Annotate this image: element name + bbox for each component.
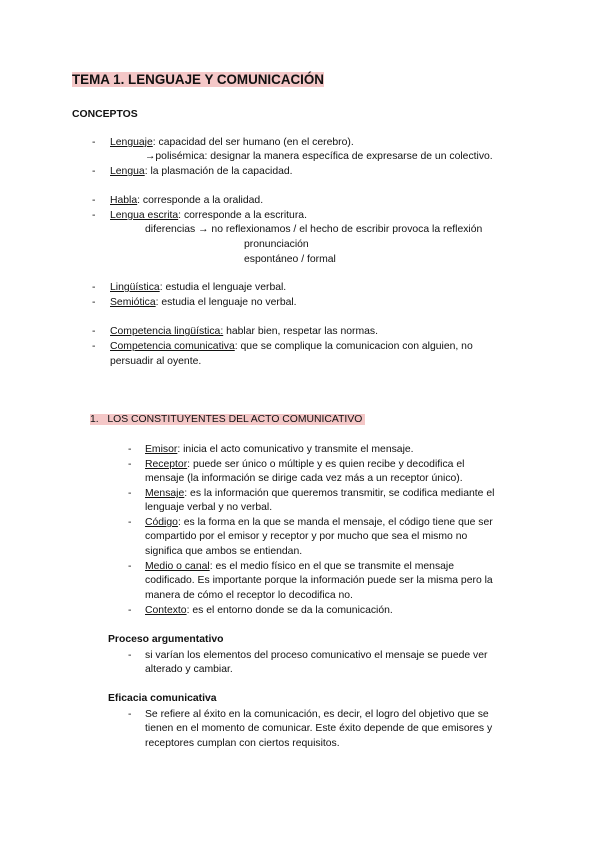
bullet: - — [128, 459, 132, 470]
term: Mensaje — [145, 488, 185, 499]
definition: : es el entorno donde se da la comunicación. — [186, 605, 393, 616]
bullet: - — [128, 561, 132, 572]
bullet: - — [92, 282, 96, 293]
term: Lengua escrita — [110, 210, 179, 221]
bullet: - — [128, 709, 132, 720]
conceptos-heading: CONCEPTOS — [72, 109, 138, 120]
medio-line2: codificado. Es importante porque la información puede ser la misma pero la — [145, 575, 493, 586]
receptor-item — [145, 459, 464, 470]
term: Semiótica — [110, 297, 156, 308]
term: Lingüística — [110, 282, 160, 293]
medio-item — [145, 561, 454, 572]
lenguaje-item — [110, 137, 354, 148]
competencia-comunicativa-item — [110, 341, 473, 352]
definition: : capacidad del ser humano (en el cerebro). — [152, 137, 354, 148]
section-title: LOS CONSTITUYENTES DEL ACTO COMUNICATIVO — [107, 414, 363, 425]
eficacia-heading: Eficacia comunicativa — [108, 693, 217, 704]
definition: : estudia el lenguaje verbal. — [159, 282, 287, 293]
term: Lengua — [110, 166, 145, 177]
bullet: - — [128, 488, 132, 499]
definition: : es la información que queremos transmitir, se codifica mediante el — [184, 488, 495, 499]
lenguaje-sub: →polisémica: designar la manera específica de expresarse de un colectivo. — [145, 151, 493, 162]
definition: : que se complique la comunicacion con alguien, no — [234, 341, 473, 352]
mensaje-item — [145, 488, 494, 499]
emisor-item — [145, 444, 414, 455]
term: Emisor — [145, 444, 178, 455]
espontaneo-line: espontáneo / formal — [244, 254, 336, 265]
bullet: - — [128, 444, 132, 455]
bullet: - — [92, 297, 96, 308]
codigo-line2: compartido por el emisor y receptor y por mucho que sea el mismo no — [145, 531, 468, 542]
bullet: - — [128, 605, 132, 616]
definition: : la plasmación de la capacidad. — [144, 166, 293, 177]
competencia-comunicativa-line2: persuadir al oyente. — [110, 356, 202, 367]
term: Medio o canal — [145, 561, 210, 572]
term: Receptor — [145, 459, 188, 470]
bullet: - — [128, 650, 132, 661]
pronunciacion-line: pronunciación — [244, 239, 309, 250]
term: Competencia comunicativa — [110, 341, 235, 352]
bullet: - — [92, 326, 96, 337]
eficacia-line2: tienen en el momento de comunicar. Este éxito depende de que emisores y — [145, 723, 493, 734]
bullet: - — [92, 341, 96, 352]
contexto-item — [145, 605, 393, 616]
lengua-escrita-item — [110, 210, 307, 221]
definition: : estudia el lenguaje no verbal. — [155, 297, 297, 308]
eficacia-line3: receptores cumplan con ciertos requisitos. — [145, 738, 340, 749]
bullet: - — [92, 210, 96, 221]
codigo-line3: significa que ambos se entiendan. — [145, 546, 303, 557]
competencia-linguistica-item — [110, 326, 378, 337]
receptor-line2: mensaje (la información se dirige cada vez más a un receptor único). — [145, 473, 463, 484]
page-title: TEMA 1. LENGUAJE Y COMUNICACIÓN — [72, 72, 324, 87]
definition: : corresponde a la oralidad. — [137, 195, 264, 206]
definition: : puede ser único o múltiple y es quien recibe y decodifica el — [187, 459, 465, 470]
term: Lenguaje — [110, 137, 153, 148]
eficacia-line1: Se refiere al éxito en la comunicación, es decir, el logro del objetivo que se — [145, 709, 489, 720]
bullet: - — [92, 137, 96, 148]
mensaje-line2: lenguaje verbal y no verbal. — [145, 502, 273, 513]
definition: : es la forma en la que se manda el mensaje, el código tiene que ser — [177, 517, 493, 528]
habla-item — [110, 195, 263, 206]
definition: : es el medio físico en el que se transmite el mensaje — [209, 561, 455, 572]
diferencias-line: diferencias → no reflexionamos / el hecho de escribir provoca la reflexión — [145, 224, 483, 235]
definition: : inicia el acto comunicativo y transmite el mensaje. — [177, 444, 414, 455]
bullet: - — [128, 517, 132, 528]
term: Contexto — [145, 605, 187, 616]
section-number: 1. — [90, 414, 99, 425]
term: Código — [145, 517, 178, 528]
definition: hablar bien, respetar las normas. — [223, 326, 378, 337]
codigo-item — [145, 517, 493, 528]
section1-heading — [90, 414, 365, 425]
bullet: - — [92, 166, 96, 177]
linguistica-item — [110, 282, 286, 293]
definition: : corresponde a la escritura. — [178, 210, 307, 221]
medio-line3: manera de cómo el receptor lo decodifica no. — [145, 590, 353, 601]
term: Habla — [110, 195, 138, 206]
semiotica-item — [110, 297, 297, 308]
proceso-heading: Proceso argumentativo — [108, 634, 224, 645]
lengua-item — [110, 166, 293, 177]
term: Competencia lingüística: — [110, 326, 224, 337]
bullet: - — [92, 195, 96, 206]
proceso-line1: si varían los elementos del proceso comunicativo el mensaje se puede ver — [145, 650, 488, 661]
proceso-line2: alterado y cambiar. — [145, 664, 233, 675]
